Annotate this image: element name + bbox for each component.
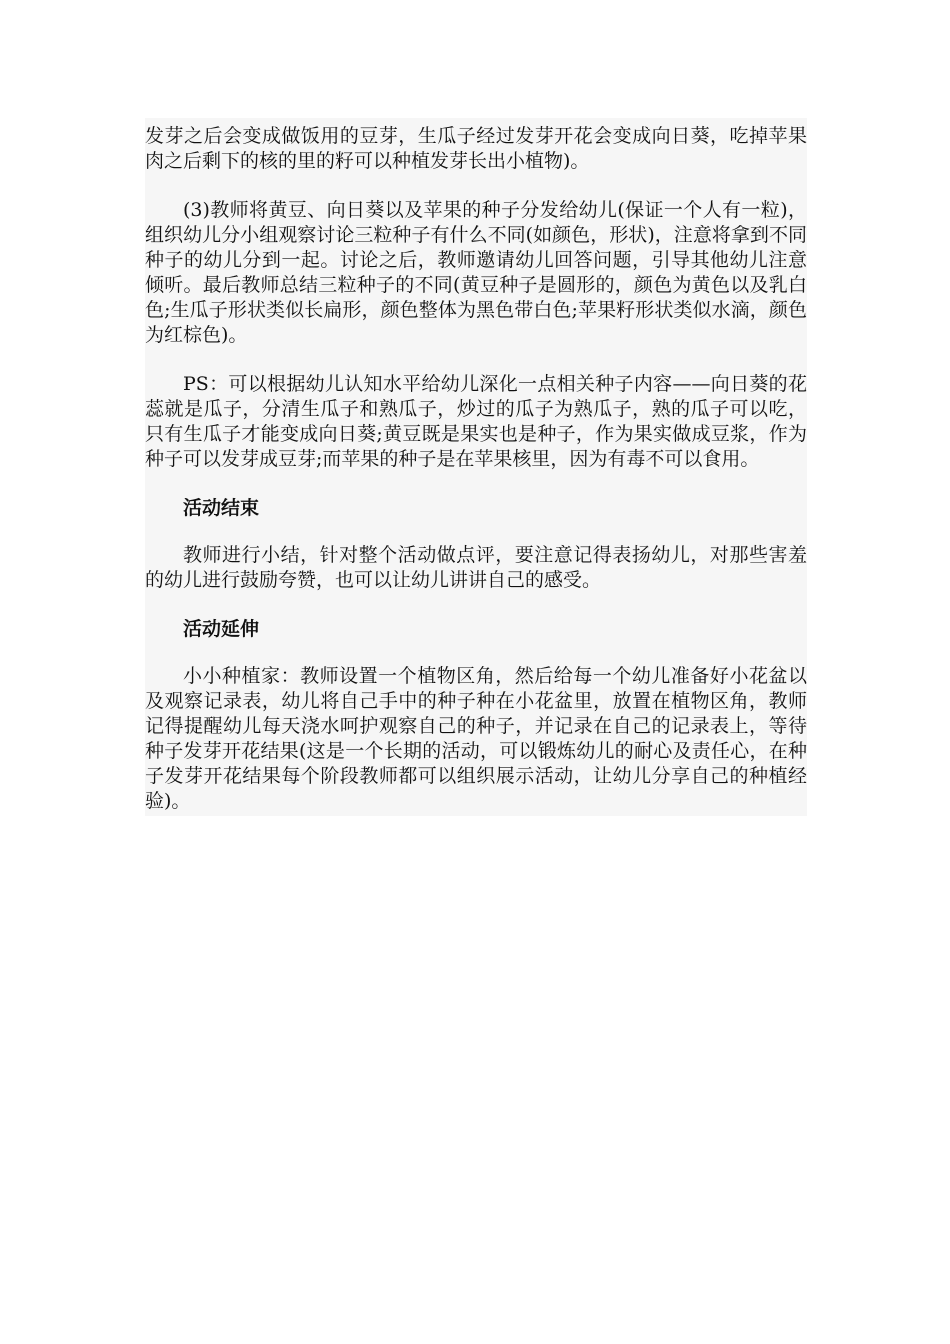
paragraph-seed-observation: (3)教师将黄豆、向日葵以及苹果的种子分发给幼儿(保证一个人有一粒)，组织幼儿分小组观察讨论三粒种子有什么不同(如颜色，形状)，注意将拿到不同种子的幼儿分到一起。讨论之后，教师邀请幼儿回答问题，引导其他幼儿注意倾听。最后教师总结三粒种子的不同(黄豆种子是圆形的，颜色为黄色以及乳白色;生瓜子形状类似长扁形，颜色整体为黑色带白色;苹果籽形状类似水滴，颜色为红棕色)。 xyxy=(145,199,807,346)
paragraph-ps-note: PS：可以根据幼儿认知水平给幼儿深化一点相关种子内容——向日葵的花蕊就是瓜子，分清生瓜子和熟瓜子，炒过的瓜子为熟瓜子，熟的瓜子可以吃，只有生瓜子才能变成向日葵;黄豆既是果实也是种子，作为果实做成豆浆，作为种子可以发芽成豆芽;而苹果的种子是在苹果核里，因为有毒不可以食用。 xyxy=(145,373,807,470)
heading-activity-end: 活动结束 xyxy=(183,497,260,519)
paragraph-summary: 教师进行小结，针对整个活动做点评，要注意记得表扬幼儿，对那些害羞的幼儿进行鼓励夸赞，也可以让幼儿讲讲自己的感受。 xyxy=(145,544,807,591)
heading-activity-extension: 活动延伸 xyxy=(183,618,260,640)
paragraph-sprouting-explanation: 发芽之后会变成做饭用的豆芽，生瓜子经过发芽开花会变成向日葵，吃掉苹果肉之后剩下的核的里的籽可以种植发芽长出小植物)。 xyxy=(145,125,807,172)
document-body xyxy=(145,118,807,816)
paragraph-little-gardener: 小小种植家：教师设置一个植物区角，然后给每一个幼儿准备好小花盆以及观察记录表，幼儿将自己手中的种子种在小花盆里，放置在植物区角，教师记得提醒幼儿每天浇水呵护观察自己的种子，并记录在自己的记录表上，等待种子发芽开花结果(这是一个长期的活动，可以锻炼幼儿的耐心及责任心，在种子发芽开花结果每个阶段教师都可以组织展示活动，让幼儿分享自己的种植经验)。 xyxy=(145,665,807,812)
